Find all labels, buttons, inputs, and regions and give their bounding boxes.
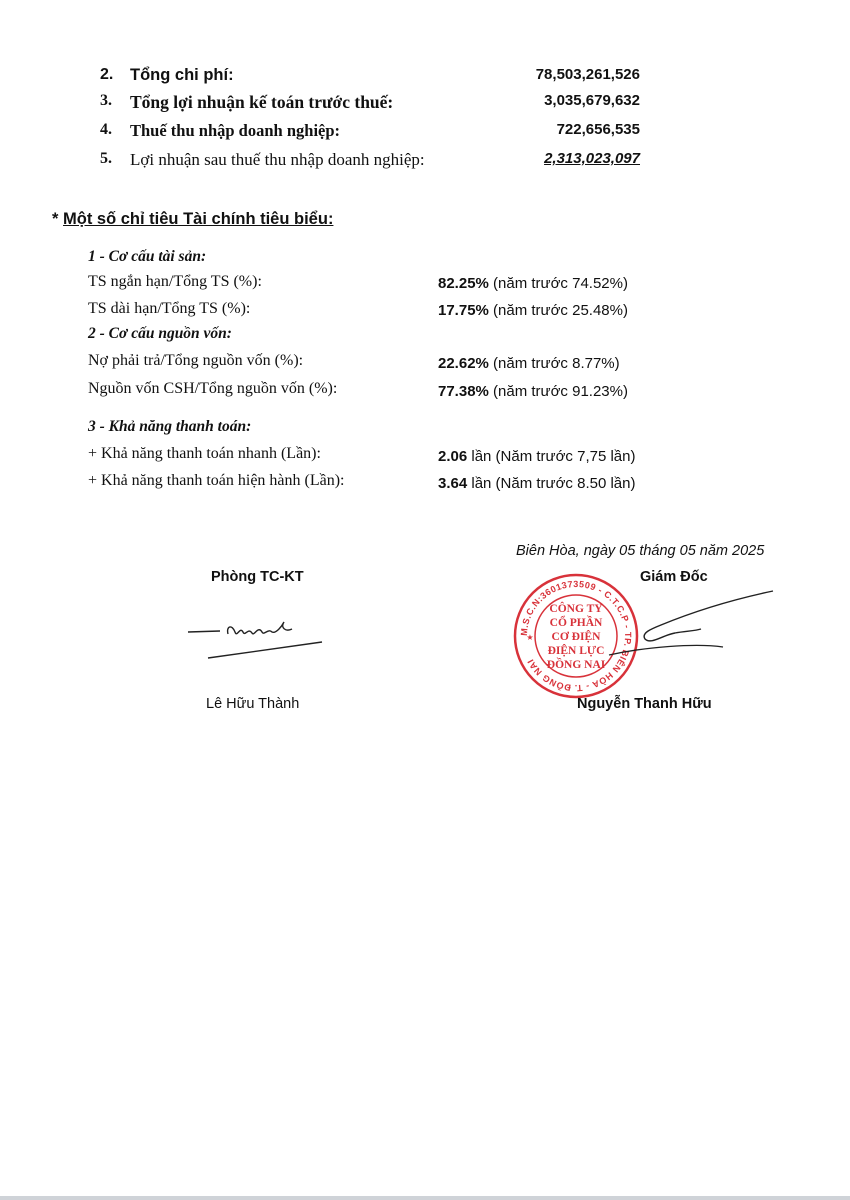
indicator-value (438, 302, 628, 319)
svg-text:ĐỒNG NAI: ĐỒNG NAI (546, 659, 606, 671)
indicator-label: TS ngắn hạn/Tổng TS (%): (88, 273, 262, 290)
place-date: Biên Hòa, ngày 05 tháng 05 năm 2025 (516, 543, 765, 559)
result-number: 3. (100, 92, 112, 109)
indicator-value (438, 448, 635, 465)
result-label: Lợi nhuận sau thuế thu nhập doanh nghiệp: (130, 150, 425, 169)
result-row-income-tax (100, 121, 640, 147)
indicator-label: TS dài hạn/Tổng TS (%): (88, 300, 251, 317)
right-signer-title: Giám Đốc (640, 569, 708, 585)
result-label: Tổng chi phí: (130, 66, 234, 84)
svg-text:★: ★ (526, 633, 534, 642)
left-signer-name: Lê Hữu Thành (206, 696, 300, 712)
indicator-value-main: 3.64 (438, 475, 468, 492)
indicator-value-main: 82.25% (438, 275, 489, 292)
indicator-value-main: 2.06 (438, 448, 468, 465)
indicator-value-prev: (năm trước 91.23%) (493, 383, 628, 400)
svg-text:CỔ PHẦN: CỔ PHẦN (549, 617, 603, 629)
result-value: 722,656,535 (556, 121, 640, 138)
right-signer-name: Nguyễn Thanh Hữu (577, 696, 712, 712)
indicator-value-prev: lần (Năm trước 8.50 lần) (471, 475, 636, 492)
result-label: Tổng lợi nhuận kế toán trước thuế: (130, 92, 394, 112)
asterisk: * (52, 210, 59, 228)
result-number: 4. (100, 121, 112, 138)
right-signature-icon (585, 585, 780, 675)
indicator-value-prev: lần (Năm trước 7,75 lần) (471, 448, 636, 465)
indicators-title: Một số chỉ tiêu Tài chính tiêu biểu: (63, 210, 334, 228)
indicator-value (438, 383, 628, 400)
result-label: Thuế thu nhập doanh nghiệp: (130, 121, 341, 140)
svg-text:CƠ ĐIỆN: CƠ ĐIỆN (551, 631, 601, 643)
result-row-profit-after-tax (100, 150, 640, 176)
group-title-capital-structure: 2 - Cơ cấu nguồn vốn: (88, 325, 232, 342)
group-title-asset-structure: 1 - Cơ cấu tài sản: (88, 248, 207, 265)
indicator-value-main: 22.62% (438, 355, 489, 372)
left-signature-icon (180, 612, 330, 662)
svg-text:ĐIỆN LỰC: ĐIỆN LỰC (547, 645, 605, 657)
left-signer-title: Phòng TC-KT (211, 569, 304, 585)
svg-text:M.S.C.N:3601373509 - C.T.C.P -: M.S.C.N:3601373509 - C.T.C.P - TP. BIÊN HÒA - T. ĐỒNG NAI (518, 578, 634, 694)
result-number: 5. (100, 150, 112, 167)
group-title-solvency: 3 - Khả năng thanh toán: (88, 418, 252, 435)
result-value: 78,503,261,526 (535, 66, 640, 83)
page-bottom-edge (0, 1196, 850, 1200)
indicators-heading (52, 210, 333, 229)
svg-text:CÔNG TY: CÔNG TY (549, 603, 603, 615)
indicator-value (438, 475, 635, 492)
indicator-value-prev: (năm trước 25.48%) (493, 302, 628, 319)
indicator-label: Nợ phải trả/Tổng nguồn vốn (%): (88, 352, 304, 369)
indicator-value-main: 77.38% (438, 383, 489, 400)
indicator-value (438, 355, 620, 372)
result-number: 2. (100, 66, 114, 83)
indicator-label: + Khả năng thanh toán nhanh (Lần): (88, 445, 321, 462)
result-value: 2,313,023,097 (544, 150, 640, 167)
indicator-value (438, 275, 628, 292)
indicator-value-main: 17.75% (438, 302, 489, 319)
result-row-profit-before-tax (100, 92, 640, 118)
indicator-value-prev: (năm trước 8.77%) (493, 355, 620, 372)
indicator-label: + Khả năng thanh toán hiện hành (Lần): (88, 472, 345, 489)
result-value: 3,035,679,632 (544, 92, 640, 109)
indicator-label: Nguồn vốn CSH/Tổng nguồn vốn (%): (88, 380, 338, 397)
indicator-value-prev: (năm trước 74.52%) (493, 275, 628, 292)
result-row-total-cost (100, 66, 640, 92)
